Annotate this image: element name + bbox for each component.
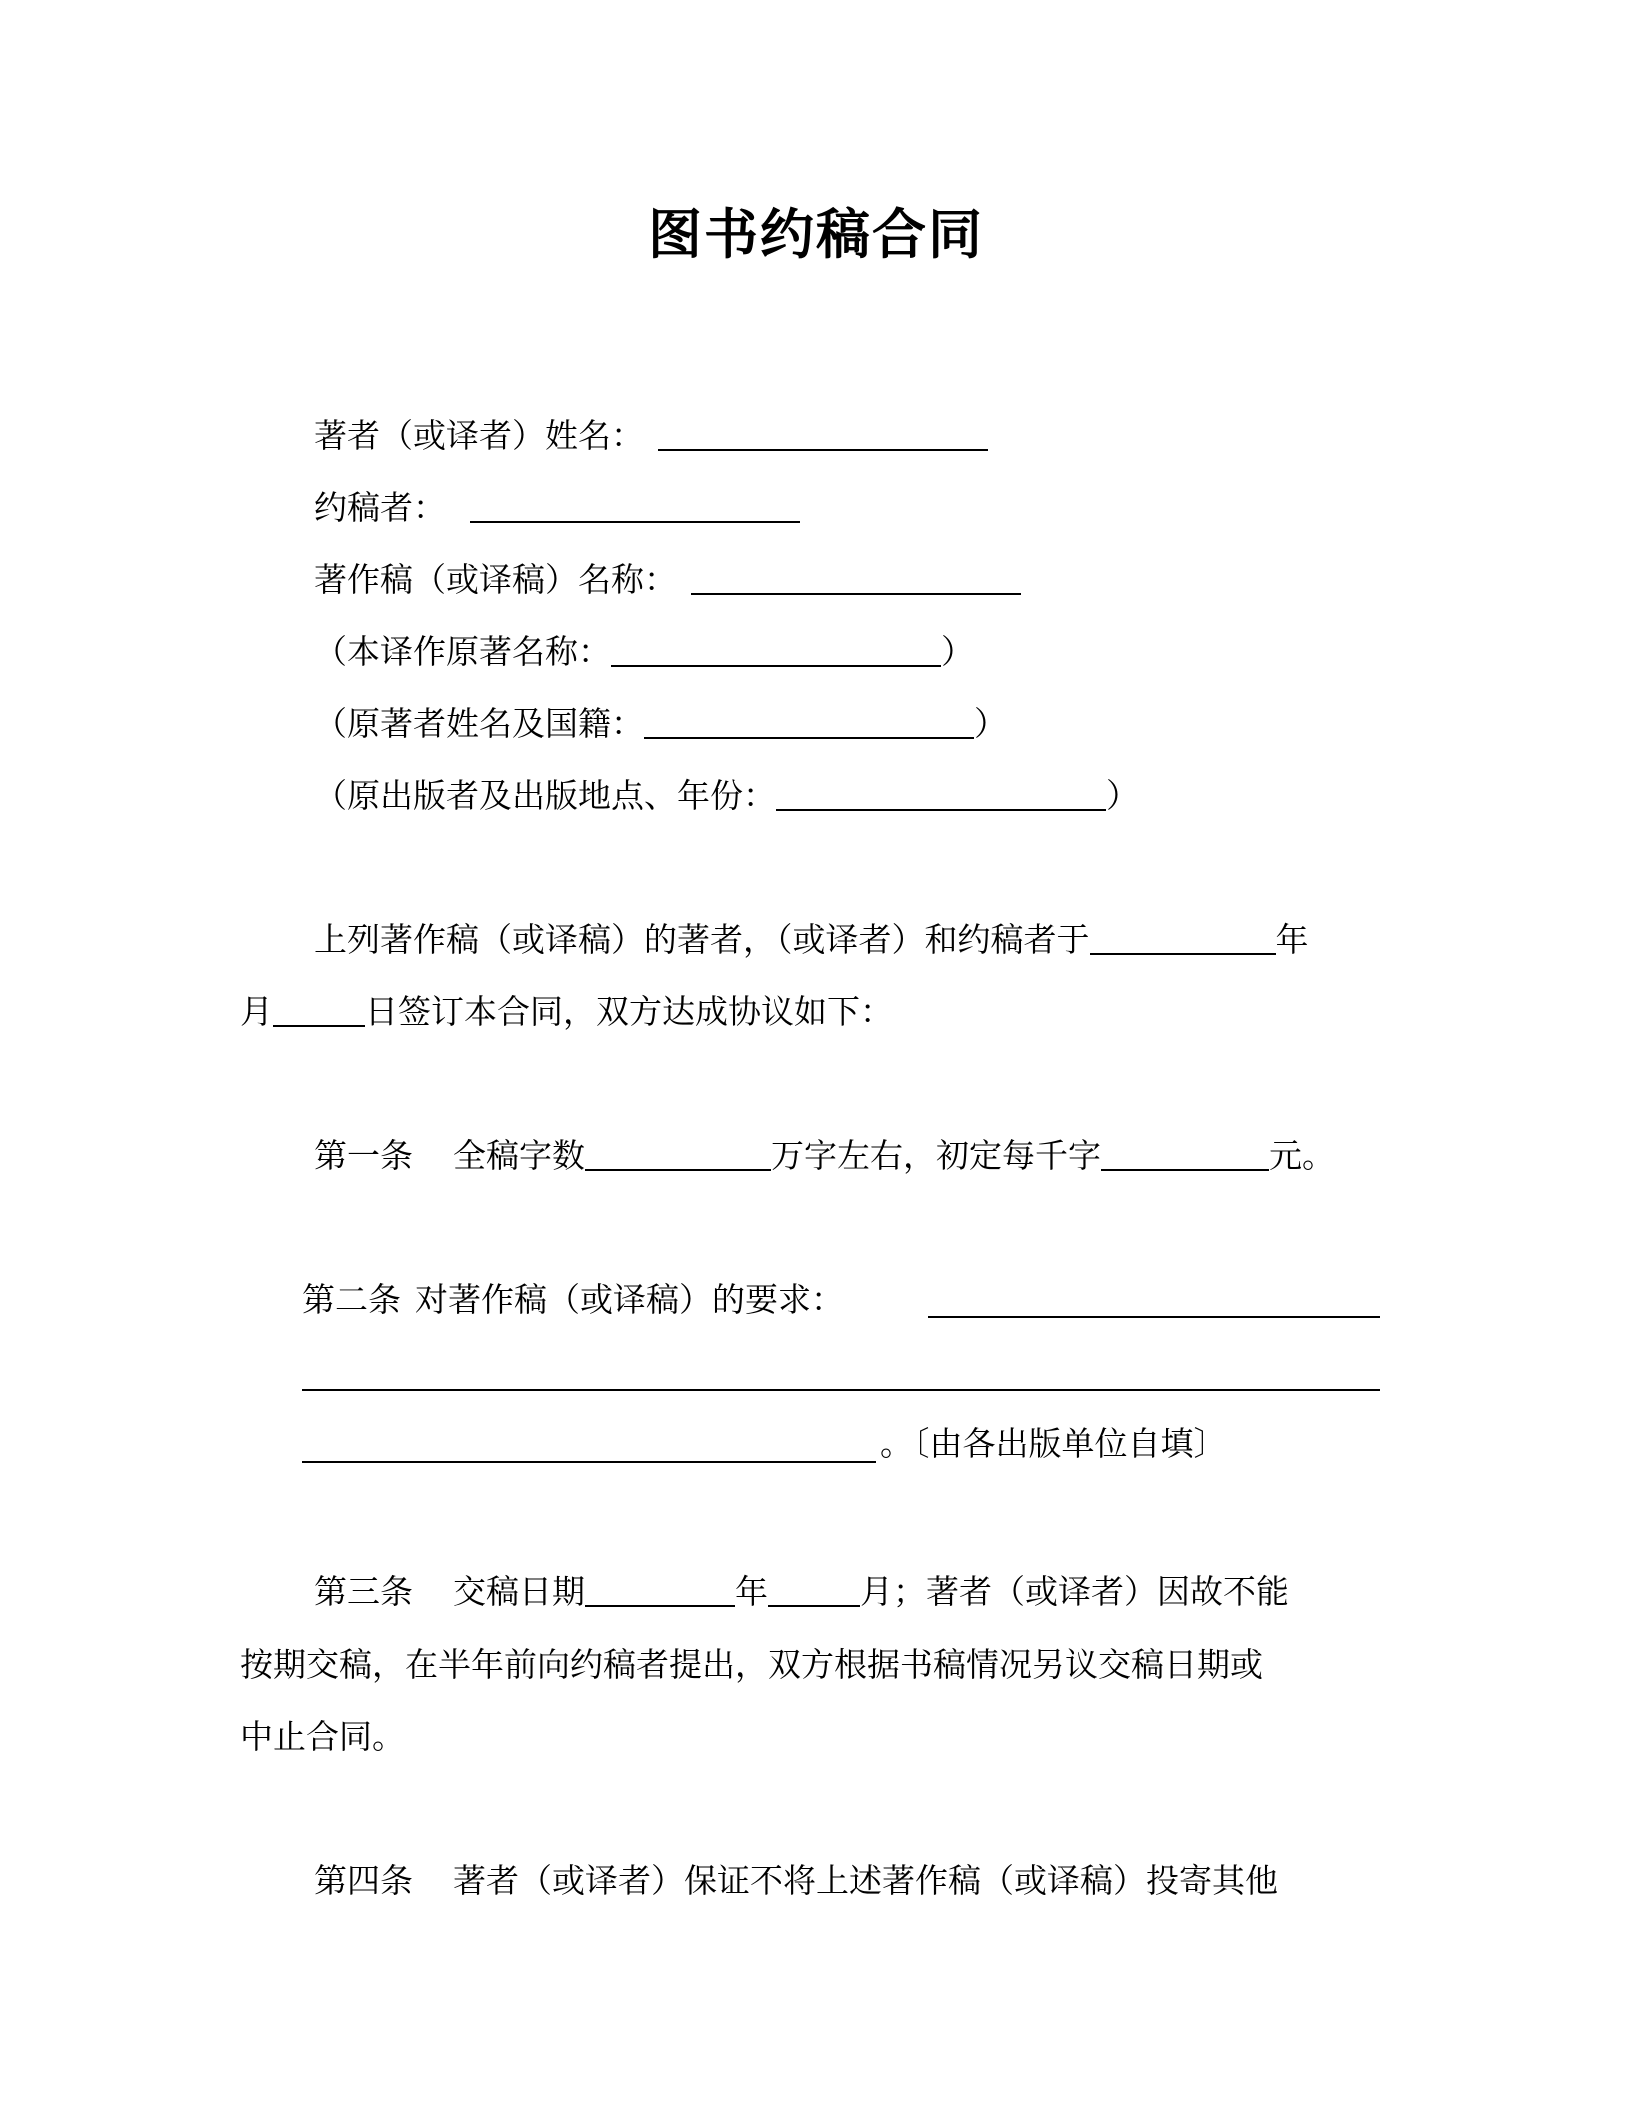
commissioner-blank[interactable] [470,491,800,523]
article-2-blank-2[interactable] [302,1389,1380,1391]
commissioner-label: 约稿者： [314,488,446,527]
close-paren: ） [941,632,974,671]
article-1-text-b: 万字左右，初定每千字 [771,1136,1101,1175]
article-1 [314,1134,1335,1178]
article-3-line-1 [314,1570,1289,1614]
delivery-month-blank[interactable] [768,1575,860,1607]
sign-day-blank[interactable] [273,995,365,1027]
original-title-field [314,630,974,674]
article-4-label: 第四条 [314,1861,413,1900]
intro-line-1 [314,918,1309,962]
sign-year-blank[interactable] [1090,923,1276,955]
article-1-text-c: 元。 [1269,1136,1335,1175]
original-publisher-blank[interactable] [776,779,1106,811]
article-3-text-a: 交稿日期 [453,1572,585,1611]
rate-blank[interactable] [1101,1139,1269,1171]
article-1-label: 第一条 [314,1136,413,1175]
commissioner-field [314,486,800,530]
article-2-label: 第二条 [302,1280,401,1319]
article-3-line-2: 按期交稿，在半年前向约稿者提出，双方根据书稿情况另议交稿日期或 [240,1645,1263,1684]
article-3-text-c: 月；著者（或译者）因故不能 [860,1572,1289,1611]
year-label: 年 [1275,920,1309,959]
author-name-field [314,414,988,458]
article-2-text: 对著作稿（或译稿）的要求： [415,1280,844,1319]
original-publisher-field [314,774,1139,818]
word-count-blank[interactable] [585,1139,771,1171]
article-2-blank-1[interactable] [928,1316,1380,1318]
original-author-field [314,702,1007,746]
month-label: 月 [240,992,273,1031]
original-author-label: （原著者姓名及国籍： [314,704,644,743]
article-2-end: 。〔由各出版单位自填〕 [880,1424,1227,1463]
close-paren: ） [1106,776,1139,815]
article-3-line-3: 中止合同。 [240,1717,405,1756]
original-publisher-label: （原出版者及出版地点、年份： [314,776,776,815]
work-title-blank[interactable] [691,563,1021,595]
original-title-label: （本译作原著名称： [314,632,611,671]
article-2-blank-3[interactable] [302,1461,876,1463]
article-3-text-b: 年 [735,1572,768,1611]
article-3-label: 第三条 [314,1572,413,1611]
intro-text: 上列著作稿（或译稿）的著者，（或译者）和约稿者于 [314,920,1090,959]
author-name-label: 著者（或译者）姓名： [314,416,644,455]
article-4 [314,1859,1278,1903]
intro-line-2 [240,990,893,1034]
article-4-text: 著者（或译者）保证不将上述著作稿（或译稿）投寄其他 [453,1861,1278,1900]
work-title-field [314,558,1021,602]
intro-text-2: 日签订本合同，双方达成协议如下： [365,992,893,1031]
article-1-text-a: 全稿字数 [453,1136,585,1175]
original-author-blank[interactable] [644,707,974,739]
delivery-year-blank[interactable] [585,1575,735,1607]
close-paren: ） [974,704,1007,743]
work-title-label: 著作稿（或译稿）名称： [314,560,677,599]
document-title: 图书约稿合同 [648,203,984,266]
article-2 [302,1278,844,1322]
original-title-blank[interactable] [611,635,941,667]
author-name-blank[interactable] [658,419,988,451]
